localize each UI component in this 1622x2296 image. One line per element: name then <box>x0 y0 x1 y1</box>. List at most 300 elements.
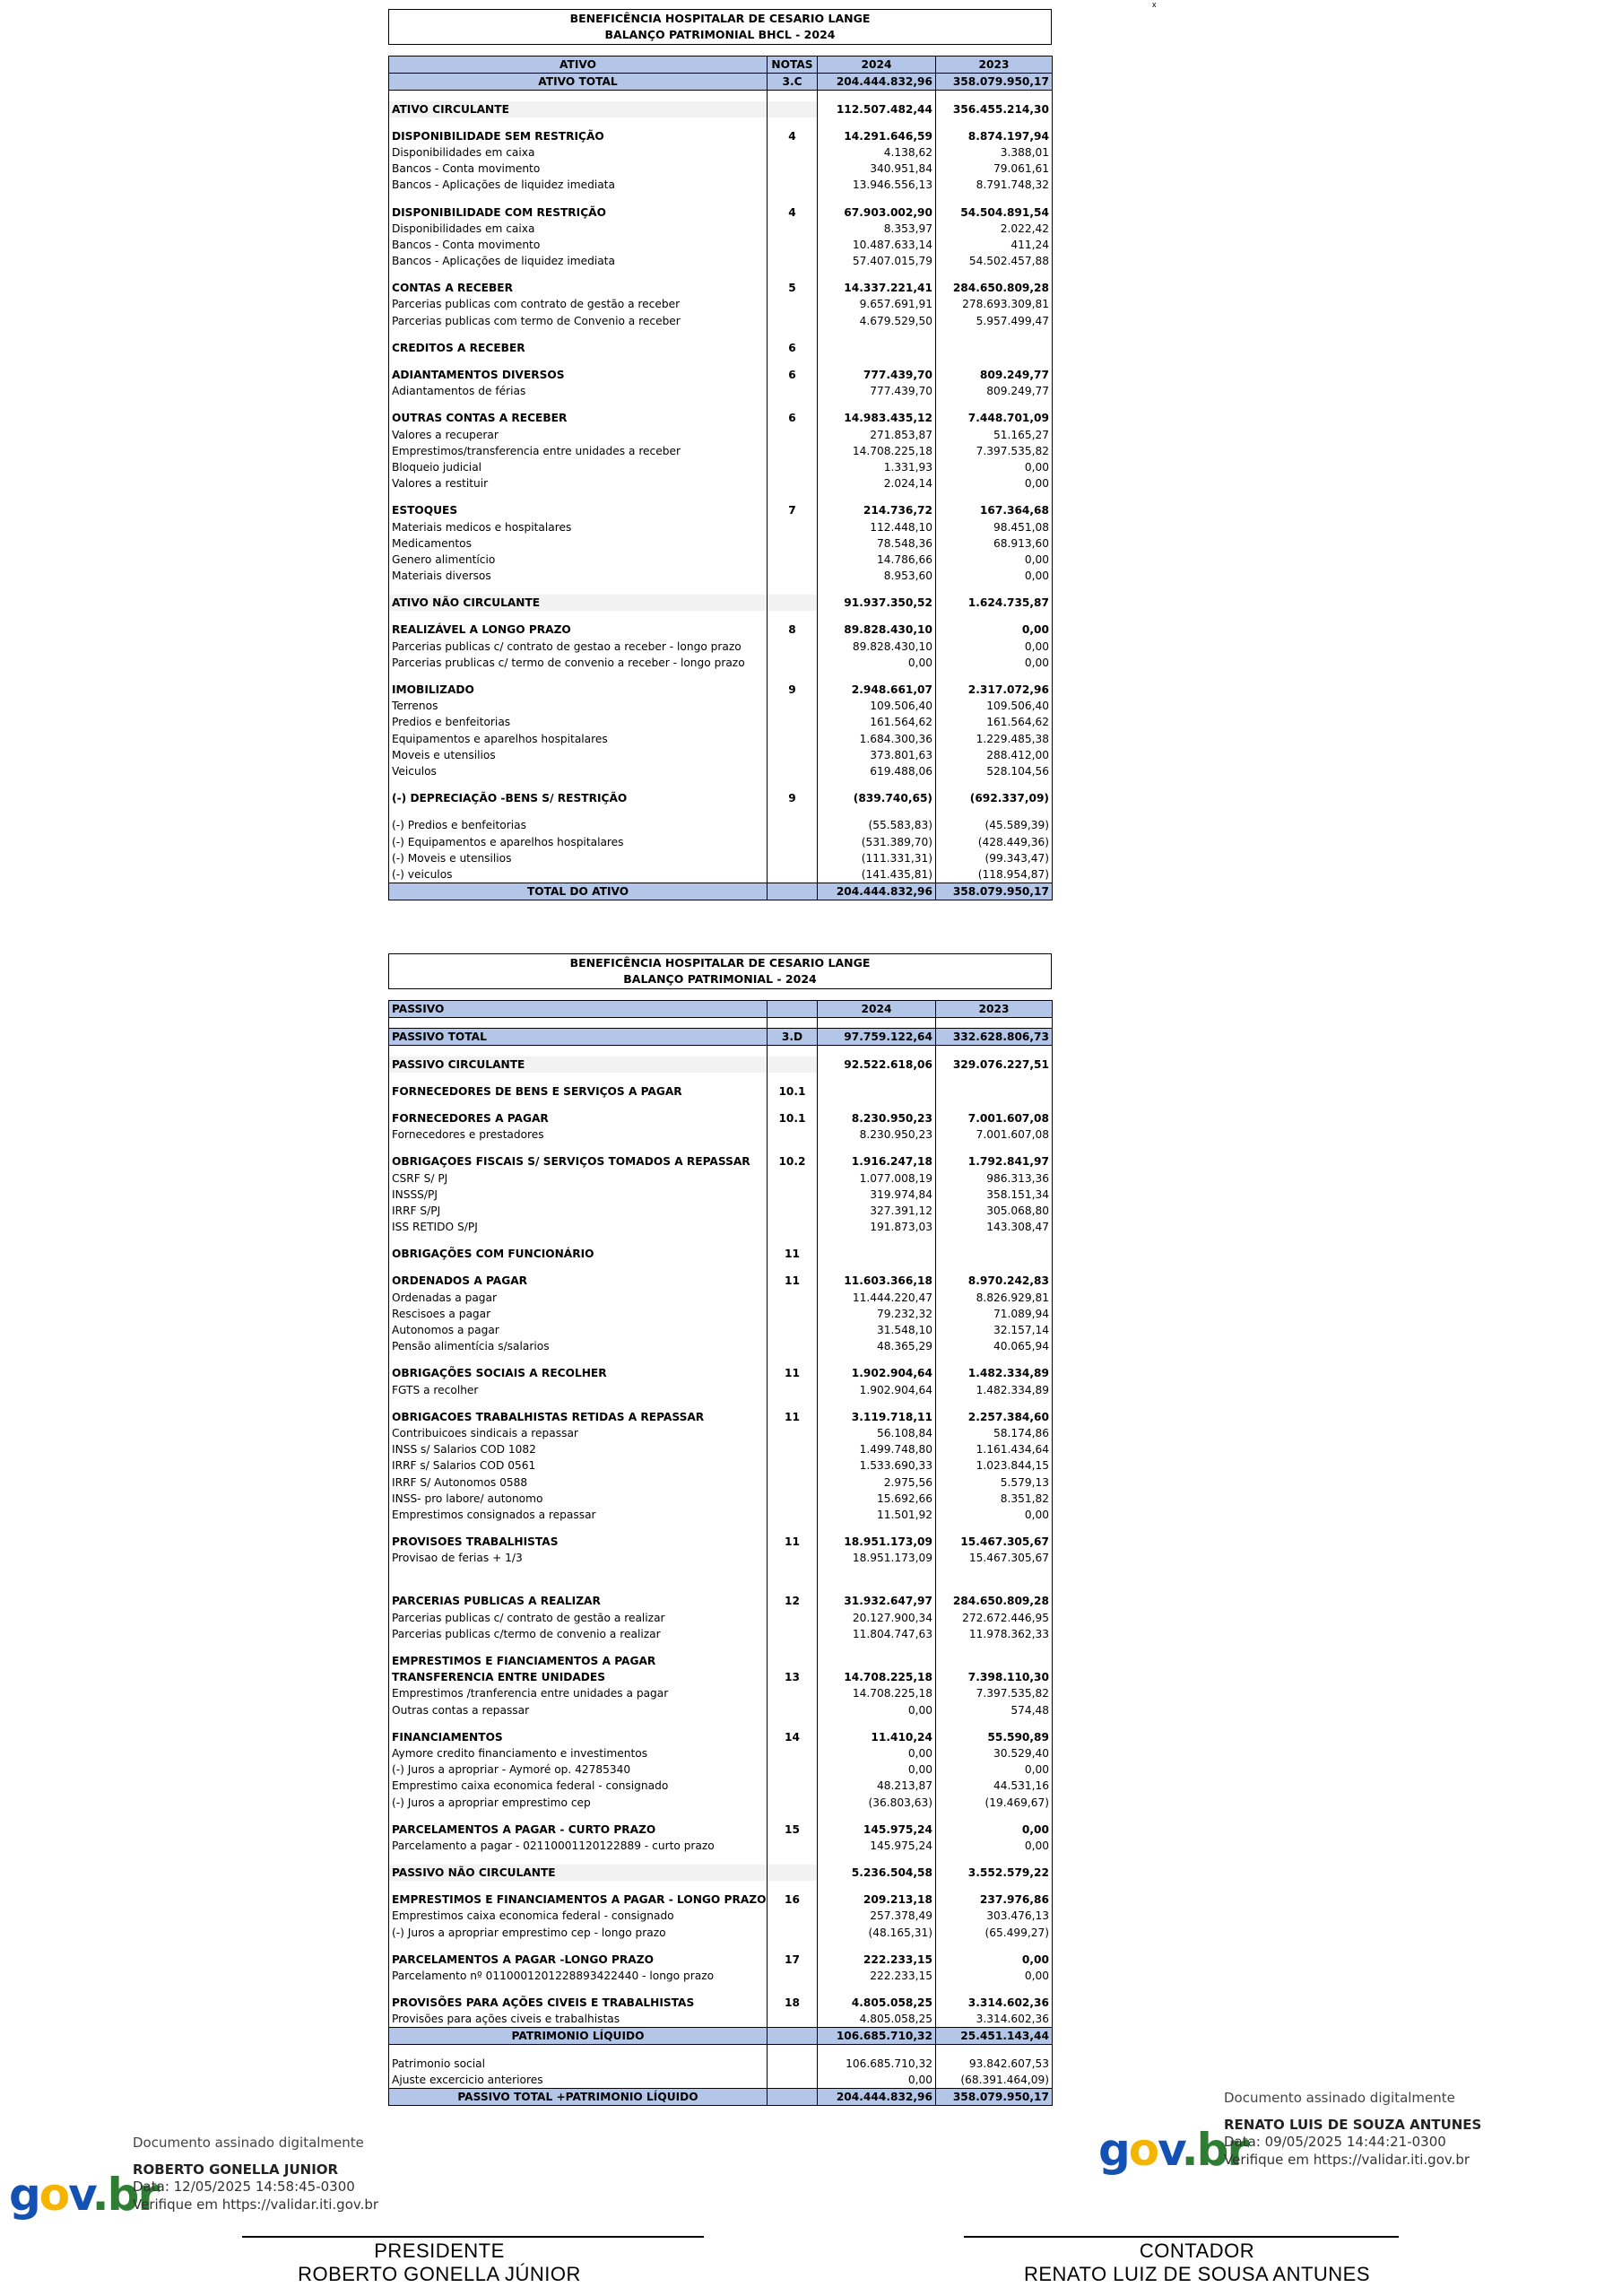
spacer-cell <box>818 1642 936 1653</box>
value-2023-cell: 15.467.305,67 <box>936 1550 1053 1566</box>
table-row <box>389 714 1053 730</box>
value-2023-cell: 1.624.735,87 <box>936 595 1053 611</box>
spacer-row <box>389 1262 1053 1273</box>
spacer-row <box>389 1854 1053 1865</box>
note-cell <box>768 655 818 671</box>
table-row <box>389 1203 1053 1219</box>
spacer-cell <box>389 1984 768 1995</box>
value-2024-cell <box>818 1653 936 1669</box>
value-2024-cell: 14.983.435,12 <box>818 410 936 426</box>
spacer-cell <box>818 1523 936 1534</box>
group-row <box>389 790 1053 806</box>
spacer-row <box>389 1566 1053 1593</box>
account-cell: (-) Juros a apropriar emprestimo cep <box>389 1794 768 1810</box>
spacer-cell <box>389 399 768 410</box>
table-row <box>389 1441 1053 1457</box>
note-cell: 11 <box>768 1534 818 1550</box>
value-2023-cell: 528.104,56 <box>936 763 1053 779</box>
group-row <box>389 1865 1053 1881</box>
value-2024-cell: 8.353,97 <box>818 221 936 237</box>
spacer-cell <box>768 117 818 128</box>
account-cell: CSRF S/ PJ <box>389 1170 768 1186</box>
spacer-cell <box>818 356 936 367</box>
value-2023-cell: 161.564,62 <box>936 714 1053 730</box>
note-cell <box>768 817 818 833</box>
spacer-cell <box>818 269 936 280</box>
total-row <box>389 883 1053 900</box>
value-2023-cell <box>936 1083 1053 1100</box>
passivo-sheet <box>388 953 1052 2106</box>
value-2023-cell: 411,24 <box>936 237 1053 253</box>
value-2023-cell: 25.451.143,44 <box>936 2028 1053 2045</box>
spacer-cell <box>768 91 818 101</box>
note-cell <box>768 1838 818 1854</box>
table-row <box>389 1745 1053 1761</box>
table-row <box>389 459 1053 475</box>
group-row <box>389 410 1053 426</box>
header-notas-blank <box>768 1001 818 1018</box>
value-2024-cell: 18.951.173,09 <box>818 1550 936 1566</box>
spacer-row <box>389 1354 1053 1365</box>
value-2024-cell: 4.805.058,25 <box>818 1995 936 2011</box>
value-2023-cell: 329.076.227,51 <box>936 1057 1053 1073</box>
value-2024-cell: 112.507.482,44 <box>818 101 936 117</box>
spacer-cell <box>936 117 1053 128</box>
account-cell: Disponibilidades em caixa <box>389 144 768 161</box>
spacer-cell <box>818 1566 936 1593</box>
note-cell <box>768 1550 818 1566</box>
note-cell: 9 <box>768 790 818 806</box>
spacer-row <box>389 1100 1053 1110</box>
spacer-cell <box>936 2045 1053 2056</box>
spacer-cell <box>818 1046 936 1057</box>
account-cell: FINANCIAMENTOS <box>389 1729 768 1745</box>
footer-right-name: RENATO LUIZ DE SOUSA ANTUNES <box>1023 2263 1371 2285</box>
table-row <box>389 1187 1053 1203</box>
spacer-cell <box>768 1881 818 1892</box>
note-cell <box>768 1057 818 1073</box>
spacer-cell <box>818 399 936 410</box>
value-2024-cell: 78.548,36 <box>818 535 936 552</box>
account-cell: ATIVO TOTAL <box>389 74 768 91</box>
value-2024-cell: 11.410,24 <box>818 1729 936 1745</box>
spacer-cell <box>768 1642 818 1653</box>
account-cell: OUTRAS CONTAS A RECEBER <box>389 410 768 426</box>
value-2024-cell: 0,00 <box>818 1702 936 1718</box>
spacer-row <box>389 1046 1053 1057</box>
spacer-row <box>389 117 1053 128</box>
account-cell: ATIVO CIRCULANTE <box>389 101 768 117</box>
spacer-cell <box>768 1984 818 1995</box>
header-2024: 2024 <box>818 57 936 74</box>
group-row <box>389 1057 1053 1073</box>
spacer-cell <box>818 806 936 817</box>
spacer-row <box>389 1811 1053 1822</box>
value-2023-cell: 0,00 <box>936 1968 1053 1984</box>
value-2024-cell: 222.233,15 <box>818 1968 936 1984</box>
spacer-cell <box>389 356 768 367</box>
spacer-row <box>389 1642 1053 1653</box>
account-cell: (-) Juros a apropriar emprestimo cep - longo prazo <box>389 1925 768 1941</box>
account-cell: TOTAL DO ATIVO <box>389 883 768 900</box>
note-cell <box>768 1702 818 1718</box>
spacer-cell <box>768 269 818 280</box>
note-cell <box>768 552 818 568</box>
table-row <box>389 518 1053 535</box>
account-cell: IRRF s/ Salarios COD 0561 <box>389 1457 768 1474</box>
table-row <box>389 568 1053 584</box>
value-2023-cell: 7.397.535,82 <box>936 1685 1053 1701</box>
note-cell <box>768 1126 818 1143</box>
account-cell: (-) veiculos <box>389 866 768 883</box>
total-row <box>389 2028 1053 2045</box>
spacer-row <box>389 584 1053 595</box>
value-2024-cell: 89.828.430,10 <box>818 639 936 655</box>
account-cell: EMPRESTIMOS E FINANCIAMENTOS A PAGAR - LONGO PRAZO <box>389 1892 768 1908</box>
value-2023-cell: 5.957.499,47 <box>936 313 1053 329</box>
spacer-row <box>389 1235 1053 1246</box>
note-cell <box>768 443 818 459</box>
account-cell: OBRIGACOES TRABALHISTAS RETIDAS A REPASSAR <box>389 1409 768 1425</box>
note-cell <box>768 2056 818 2072</box>
note-cell <box>768 1322 818 1338</box>
value-2024-cell: 112.448,10 <box>818 518 936 535</box>
spacer-cell <box>818 671 936 682</box>
value-2024-cell: (48.165,31) <box>818 1925 936 1941</box>
note-cell <box>768 144 818 161</box>
value-2023-cell: 0,00 <box>936 639 1053 655</box>
note-cell <box>768 1778 818 1794</box>
spacer-cell <box>768 671 818 682</box>
signature-right-verify: Verifique em https://validar.iti.gov.br <box>1224 2152 1470 2168</box>
header-2023: 2023 <box>936 57 1053 74</box>
spacer-cell <box>389 1018 768 1029</box>
value-2024-cell: 4.138,62 <box>818 144 936 161</box>
value-2024-cell: 4.805.058,25 <box>818 2011 936 2028</box>
spacer-cell <box>768 779 818 790</box>
spacer-cell <box>389 193 768 204</box>
value-2024-cell: 2.975,56 <box>818 1474 936 1490</box>
value-2024-cell: 1.331,93 <box>818 459 936 475</box>
value-2023-cell: 358.079.950,17 <box>936 2089 1053 2106</box>
signature-right-date: Data: 09/05/2025 14:44:21-0300 <box>1224 2134 1446 2150</box>
signature-left-name: ROBERTO GONELLA JUNIOR <box>133 2161 339 2178</box>
value-2023-cell: 7.001.607,08 <box>936 1126 1053 1143</box>
account-cell: Ordenadas a pagar <box>389 1290 768 1306</box>
account-cell: OBRIGAÇÕES SOCIAIS A RECOLHER <box>389 1365 768 1381</box>
note-cell <box>768 237 818 253</box>
table-row <box>389 1126 1053 1143</box>
table-row <box>389 1610 1053 1626</box>
note-cell <box>768 1203 818 1219</box>
spacer-cell <box>768 1073 818 1083</box>
spacer-row <box>389 399 1053 410</box>
account-cell: Genero alimentício <box>389 552 768 568</box>
value-2023-cell: 303.476,13 <box>936 1908 1053 1924</box>
table-row <box>389 1794 1053 1810</box>
account-cell: DISPONIBILIDADE COM RESTRIÇÃO <box>389 204 768 220</box>
spacer-cell <box>818 1143 936 1153</box>
value-2023-cell: 332.628.806,73 <box>936 1029 1053 1046</box>
value-2023-cell: 3.314.602,36 <box>936 1995 1053 2011</box>
note-cell <box>768 1794 818 1810</box>
account-cell: Emprestimos/transferencia entre unidades a receber <box>389 443 768 459</box>
note-cell <box>768 383 818 399</box>
account-cell: Bancos - Aplicações de liquidez imediata <box>389 177 768 193</box>
value-2024-cell: 20.127.900,34 <box>818 1610 936 1626</box>
value-2024-cell: 97.759.122,64 <box>818 1029 936 1046</box>
table-row <box>389 1491 1053 1507</box>
table-row <box>389 535 1053 552</box>
value-2024-cell: 191.873,03 <box>818 1219 936 1235</box>
spacer-cell <box>768 1018 818 1029</box>
account-cell: Terrenos <box>389 698 768 714</box>
note-cell: 10.1 <box>768 1083 818 1100</box>
note-cell <box>768 475 818 491</box>
account-cell: Patrimonio social <box>389 2056 768 2072</box>
group-row <box>389 1822 1053 1838</box>
note-cell: 6 <box>768 340 818 356</box>
account-cell: Ajuste excercicio anteriores <box>389 2072 768 2089</box>
note-cell: 11 <box>768 1365 818 1381</box>
table-row <box>389 866 1053 883</box>
value-2024-cell: 14.708.225,18 <box>818 443 936 459</box>
spacer-cell <box>818 1398 936 1409</box>
note-cell <box>768 747 818 763</box>
spacer-cell <box>389 1143 768 1153</box>
signature-right-name: RENATO LUIS DE SOUZA ANTUNES <box>1224 2117 1482 2133</box>
group-row <box>389 1083 1053 1100</box>
note-cell <box>768 883 818 900</box>
value-2023-cell: 356.455.214,30 <box>936 101 1053 117</box>
value-2023-cell: 272.672.446,95 <box>936 1610 1053 1626</box>
value-2023-cell: 8.970.242,83 <box>936 1273 1053 1289</box>
table-row <box>389 1457 1053 1474</box>
group-row <box>389 1365 1053 1381</box>
account-cell: DISPONIBILIDADE SEM RESTRIÇÃO <box>389 128 768 144</box>
spacer-cell <box>818 584 936 595</box>
table-row <box>389 833 1053 849</box>
spacer-cell <box>389 1398 768 1409</box>
value-2024-cell: 145.975,24 <box>818 1838 936 1854</box>
spacer-cell <box>936 329 1053 340</box>
spacer-cell <box>768 1262 818 1273</box>
group-row <box>389 101 1053 117</box>
value-2023-cell: 0,00 <box>936 552 1053 568</box>
account-cell: Bancos - Conta movimento <box>389 237 768 253</box>
header-2023: 2023 <box>936 1001 1053 1018</box>
spacer-cell <box>818 1718 936 1729</box>
note-cell <box>768 1507 818 1523</box>
value-2023-cell: 71.089,94 <box>936 1306 1053 1322</box>
spacer-cell <box>768 1143 818 1153</box>
table-row <box>389 1338 1053 1354</box>
spacer-cell <box>768 1941 818 1952</box>
group-row <box>389 622 1053 638</box>
value-2024-cell: 56.108,84 <box>818 1425 936 1441</box>
value-2024-cell: 11.501,92 <box>818 1507 936 1523</box>
account-cell: PASSIVO CIRCULANTE <box>389 1057 768 1073</box>
account-cell: (-) Equipamentos e aparelhos hospitalares <box>389 833 768 849</box>
value-2024-cell: 8.230.950,23 <box>818 1110 936 1126</box>
account-cell: OBRIGAÇÕES COM FUNCIONÁRIO <box>389 1246 768 1262</box>
value-2024-cell: 161.564,62 <box>818 714 936 730</box>
account-cell: (-) DEPRECIAÇÃO -BENS S/ RESTRIÇÃO <box>389 790 768 806</box>
value-2024-cell: 14.337.221,41 <box>818 280 936 296</box>
spacer-cell <box>818 91 936 101</box>
ativo-title-line1: BENEFICÊNCIA HOSPITALAR DE CESARIO LANGE <box>569 12 871 25</box>
value-2023-cell: 58.174,86 <box>936 1425 1053 1441</box>
value-2024-cell: 57.407.015,79 <box>818 253 936 269</box>
group-row <box>389 204 1053 220</box>
value-2024-cell: 1.902.904,64 <box>818 1365 936 1381</box>
header-ativo: ATIVO <box>389 57 768 74</box>
value-2024-cell: 3.119.718,11 <box>818 1409 936 1425</box>
value-2023-cell: 278.693.309,81 <box>936 296 1053 312</box>
value-2023-cell: 2.022,42 <box>936 221 1053 237</box>
note-cell: 10.2 <box>768 1153 818 1170</box>
account-cell: (-) Predios e benfeitorias <box>389 817 768 833</box>
value-2023-cell: 0,00 <box>936 1507 1053 1523</box>
value-2023-cell: 0,00 <box>936 459 1053 475</box>
table-row <box>389 1550 1053 1566</box>
value-2023-cell: 358.079.950,17 <box>936 74 1053 91</box>
value-2023-cell <box>936 340 1053 356</box>
value-2023-cell: 3.388,01 <box>936 144 1053 161</box>
value-2023-cell: 2.317.072,96 <box>936 682 1053 698</box>
value-2024-cell: 619.488,06 <box>818 763 936 779</box>
account-cell: INSS- pro labore/ autonomo <box>389 1491 768 1507</box>
note-cell <box>768 1865 818 1881</box>
value-2023-cell: 358.079.950,17 <box>936 883 1053 900</box>
spacer-row <box>389 671 1053 682</box>
note-cell: 16 <box>768 1892 818 1908</box>
value-2023-cell: 7.001.607,08 <box>936 1110 1053 1126</box>
spacer-cell <box>768 1398 818 1409</box>
note-cell <box>768 177 818 193</box>
spacer-cell <box>389 91 768 101</box>
note-cell <box>768 714 818 730</box>
spacer-cell <box>818 491 936 502</box>
value-2024-cell: 1.684.300,36 <box>818 731 936 747</box>
value-2024-cell: 204.444.832,96 <box>818 883 936 900</box>
spacer-cell <box>389 1235 768 1246</box>
ativo-sheet <box>388 9 1052 900</box>
value-2023-cell: 809.249,77 <box>936 367 1053 383</box>
value-2023-cell: 51.165,27 <box>936 427 1053 443</box>
value-2024-cell: 89.828.430,10 <box>818 622 936 638</box>
value-2024-cell: 0,00 <box>818 2072 936 2089</box>
note-cell <box>768 1382 818 1398</box>
value-2024-cell: (36.803,63) <box>818 1794 936 1810</box>
group-row <box>389 1409 1053 1425</box>
spacer-cell <box>936 1523 1053 1534</box>
account-cell: PARCELAMENTOS A PAGAR - CURTO PRAZO <box>389 1822 768 1838</box>
group-row <box>389 1593 1053 1609</box>
passivo-header-row <box>389 1001 1053 1018</box>
value-2024-cell: 1.077.008,19 <box>818 1170 936 1186</box>
account-cell: Materiais medicos e hospitalares <box>389 518 768 535</box>
header-2024: 2024 <box>818 1001 936 1018</box>
value-2023-cell: 0,00 <box>936 475 1053 491</box>
passivo-title-box <box>388 953 1052 989</box>
note-cell <box>768 1474 818 1490</box>
table-row <box>389 1382 1053 1398</box>
spacer-cell <box>818 1984 936 1995</box>
note-cell <box>768 1219 818 1235</box>
account-cell: Adiantamentos de férias <box>389 383 768 399</box>
value-2023-cell: 93.842.607,53 <box>936 2056 1053 2072</box>
table-row <box>389 731 1053 747</box>
group-row <box>389 1669 1053 1685</box>
note-cell <box>768 1457 818 1474</box>
account-cell: Emprestimos /tranferencia entre unidades a pagar <box>389 1685 768 1701</box>
spacer-row <box>389 269 1053 280</box>
value-2023-cell: 98.451,08 <box>936 518 1053 535</box>
total-row <box>389 2089 1053 2106</box>
note-cell <box>768 866 818 883</box>
value-2023-cell: 3.314.602,36 <box>936 2011 1053 2028</box>
group-row <box>389 502 1053 518</box>
table-row <box>389 1290 1053 1306</box>
note-cell <box>768 1441 818 1457</box>
note-cell: 11 <box>768 1246 818 1262</box>
group-row <box>389 280 1053 296</box>
account-cell: PASSIVO TOTAL +PATRIMONIO LÍQUIDO <box>389 2089 768 2106</box>
spacer-cell <box>936 779 1053 790</box>
table-row <box>389 1507 1053 1523</box>
value-2024-cell: 79.232,32 <box>818 1306 936 1322</box>
spacer-cell <box>936 584 1053 595</box>
spacer-cell <box>389 1566 768 1593</box>
value-2024-cell: 319.974,84 <box>818 1187 936 1203</box>
value-2023-cell: 68.913,60 <box>936 535 1053 552</box>
value-2024-cell: 4.679.529,50 <box>818 313 936 329</box>
value-2023-cell: (19.469,67) <box>936 1794 1053 1810</box>
account-cell: Parcelamento nº 0110001201228893422440 - longo prazo <box>389 1968 768 1984</box>
table-row <box>389 177 1053 193</box>
spacer-cell <box>768 1523 818 1534</box>
account-cell: ATIVO NÃO CIRCULANTE <box>389 595 768 611</box>
spacer-cell <box>818 1811 936 1822</box>
table-row <box>389 1925 1053 1941</box>
table-row <box>389 850 1053 866</box>
spacer-cell <box>768 1566 818 1593</box>
spacer-row <box>389 329 1053 340</box>
value-2023-cell: (45.589,39) <box>936 817 1053 833</box>
group-row <box>389 1153 1053 1170</box>
table-row <box>389 296 1053 312</box>
spacer-cell <box>818 1354 936 1365</box>
spacer-row <box>389 1718 1053 1729</box>
value-2024-cell: 340.951,84 <box>818 161 936 177</box>
spacer-cell <box>768 584 818 595</box>
account-cell: Aymore credito financiamento e investimentos <box>389 1745 768 1761</box>
table-row <box>389 1322 1053 1338</box>
table-row <box>389 221 1053 237</box>
table-row <box>389 1425 1053 1441</box>
note-cell <box>768 1925 818 1941</box>
value-2024-cell: 14.708.225,18 <box>818 1685 936 1701</box>
account-cell: Emprestimos caixa economica federal - consignado <box>389 1908 768 1924</box>
spacer-cell <box>818 1100 936 1110</box>
value-2023-cell: 3.552.579,22 <box>936 1865 1053 1881</box>
account-cell: ORDENADOS A PAGAR <box>389 1273 768 1289</box>
group-row <box>389 1952 1053 1968</box>
spacer-cell <box>936 806 1053 817</box>
note-cell <box>768 1170 818 1186</box>
value-2024-cell <box>818 1246 936 1262</box>
